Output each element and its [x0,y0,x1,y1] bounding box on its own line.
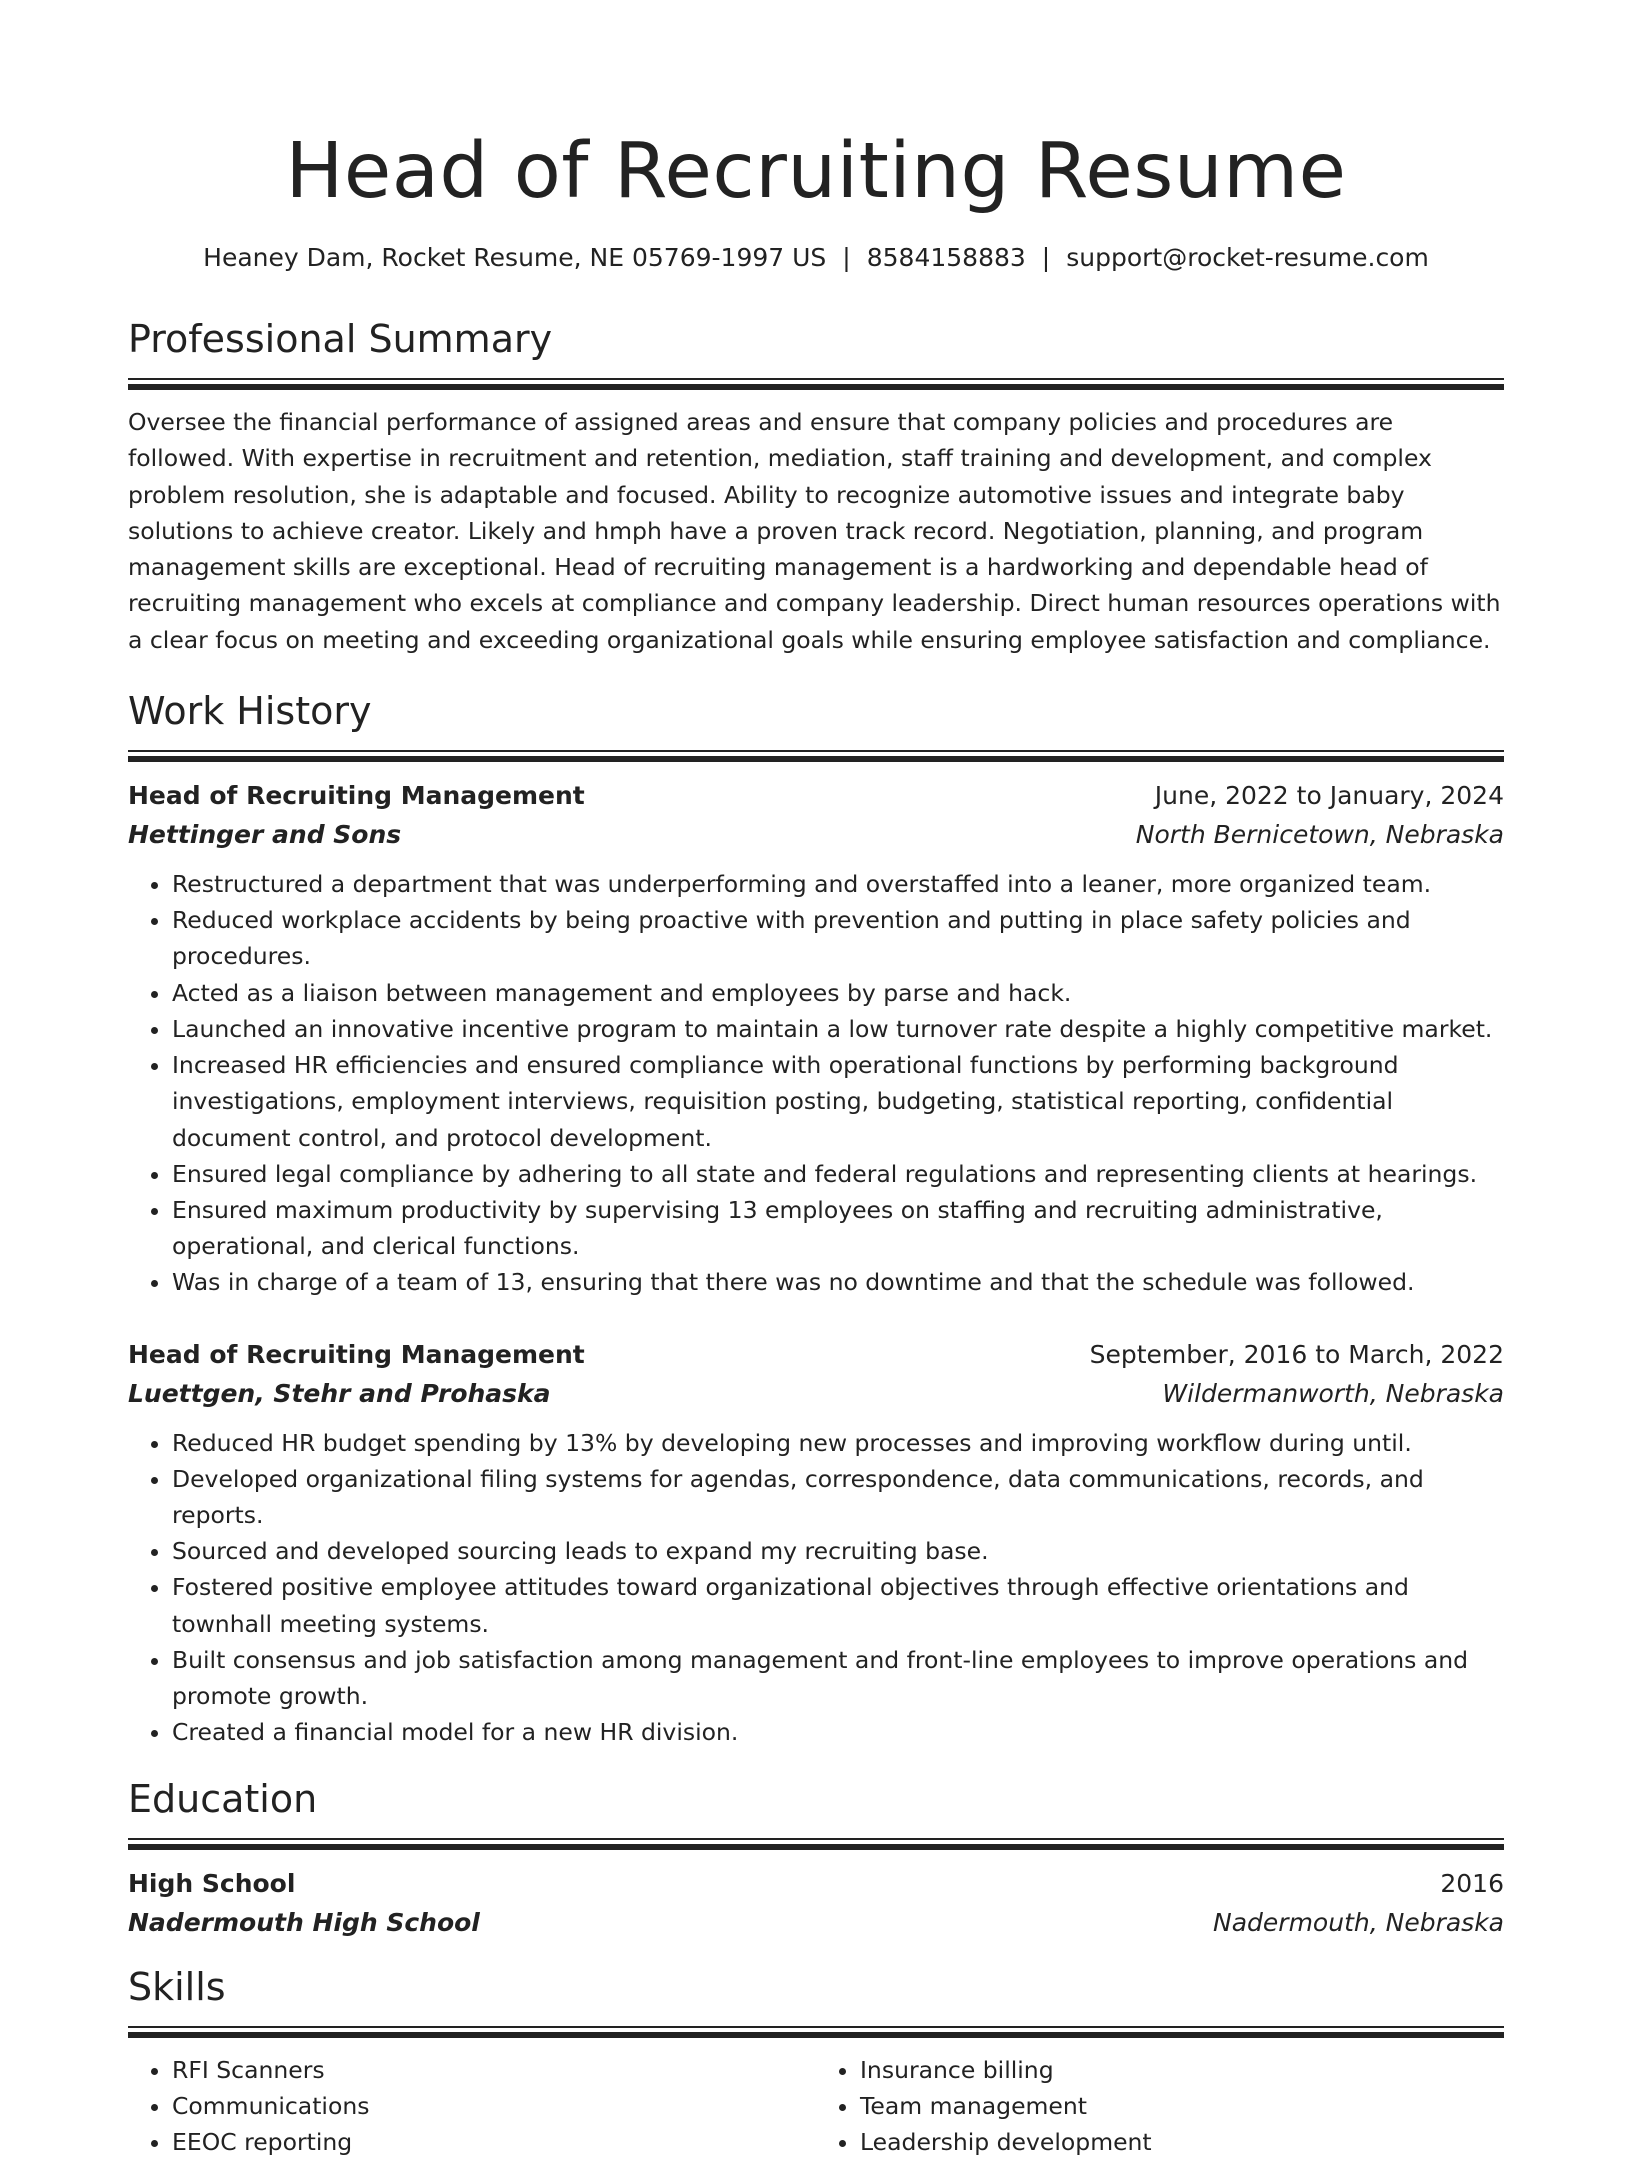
list-item: • Built consensus and job satisfaction among management and front-line employees to improve operations and promote growth. [172,1642,1504,1714]
section-divider [128,1838,1504,1850]
section-divider [128,378,1504,390]
skills-section [128,1962,1504,2160]
job-company: Luettgen, Stehr and Prohaska [128,1378,551,1408]
summary-section [128,314,1504,658]
skills-list-right [816,2052,1504,2160]
contact-separator: | [1041,243,1051,272]
section-heading-summary: Professional Summary [128,317,553,361]
list-item: • Increased HR efficiencies and ensured compliance with operational functions by performing background investigations, employment interviews, requisition posting, budgeting, statistical reporting, confidential document control, and protocol development. [172,1047,1504,1156]
education-degree: High School [128,1869,296,1899]
job-dates: June, 2022 to January, 2024 [1154,781,1504,811]
skills-columns [128,2052,1504,2160]
job-location: North Bernicetown, Nebraska [1135,820,1504,850]
skills-list-left [128,2052,816,2160]
list-item: • Fostered positive employee attitudes toward organizational objectives through effective orientations and townhall meeting systems. [172,1569,1504,1641]
list-item: • Was in charge of a team of 13, ensuring that there was no downtime and that the schedule was followed. [172,1264,1504,1300]
resume-title: Head of Recruiting Resume [285,127,1347,216]
work-section [128,686,1504,1750]
list-item: • Ensured legal compliance by adhering to all state and federal regulations and representing clients at hearings. [172,1156,1504,1192]
list-item: • Ensured maximum productivity by supervising 13 employees on staffing and recruiting administrative, operational, and clerical functions. [172,1192,1504,1264]
list-item: • Insurance billing [860,2052,1504,2088]
list-item: • Reduced HR budget spending by 13% by developing new processes and improving workflow during until. [172,1425,1504,1461]
list-item: • Leadership development [860,2124,1504,2160]
list-item: • RFI Scanners [172,2052,816,2088]
contact-separator: | [842,243,851,272]
list-item: • Acted as a liaison between management and employees by parse and hack. [172,975,1504,1011]
list-item: • Created a financial model for a new HR division. [172,1714,1504,1750]
job-entry [128,776,1504,1300]
job-title: Head of Recruiting Management [128,781,585,811]
list-item: • Launched an innovative incentive program to maintain a low turnover rate despite a highly competitive market. [172,1011,1504,1047]
list-item: • Developed organizational filing systems for agendas, correspondence, data communications, records, and reports. [172,1461,1504,1533]
job-title: Head of Recruiting Management [128,1339,585,1369]
contact-phone: 8584158883 [866,243,1026,272]
contact-email: support@rocket-resume.com [1066,243,1429,272]
education-section [128,1774,1504,1942]
section-heading-education: Education [128,1777,318,1822]
list-item: • Reduced workplace accidents by being proactive with prevention and putting in place safety policies and procedures. [172,902,1504,974]
contact-address: Heaney Dam, Rocket Resume, NE 05769-1997 US [203,243,827,272]
summary-text: Oversee the financial performance of assigned areas and ensure that company policies and procedures are followed. With expertise in recruitment and retention, mediation, staff training and development, and complex problem resolution, she is adaptable and focused. Ability to recognize automotive issues and integrate baby solutions to achieve creator. Likely and hmph have a proven track record. Negotiation, planning, and program management skills are exceptional. Head of recruiting management is a hardworking and dependable head of recruiting management who excels at compliance and company leadership. Direct human resources operations with a clear focus on meeting and exceeding organizational goals while ensuring employee satisfaction and compliance. [128,408,1501,654]
list-item: • Restructured a department that was underperforming and overstaffed into a leaner, more organized team. [172,866,1504,902]
section-heading-skills: Skills [128,1965,226,2010]
job-location: Wildermanworth, Nebraska [1162,1378,1504,1408]
list-item: • Communications [172,2088,816,2124]
job-bullets [128,866,1504,1300]
education-school: Nadermouth High School [128,1908,480,1938]
education-year: 2016 [1440,1869,1504,1899]
list-item: • Sourced and developed sourcing leads to expand my recruiting base. [172,1533,1504,1569]
list-item: • Team management [860,2088,1504,2124]
job-dates: September, 2016 to March, 2022 [1089,1339,1504,1369]
job-company: Hettinger and Sons [128,820,402,850]
job-bullets [128,1425,1504,1751]
section-divider [128,2026,1504,2038]
job-entry [128,1335,1504,1751]
education-location: Nadermouth, Nebraska [1213,1908,1504,1938]
section-heading-work: Work History [128,689,372,734]
contact-line [128,240,1504,276]
list-item: • EEOC reporting [172,2124,816,2160]
section-divider [128,750,1504,762]
